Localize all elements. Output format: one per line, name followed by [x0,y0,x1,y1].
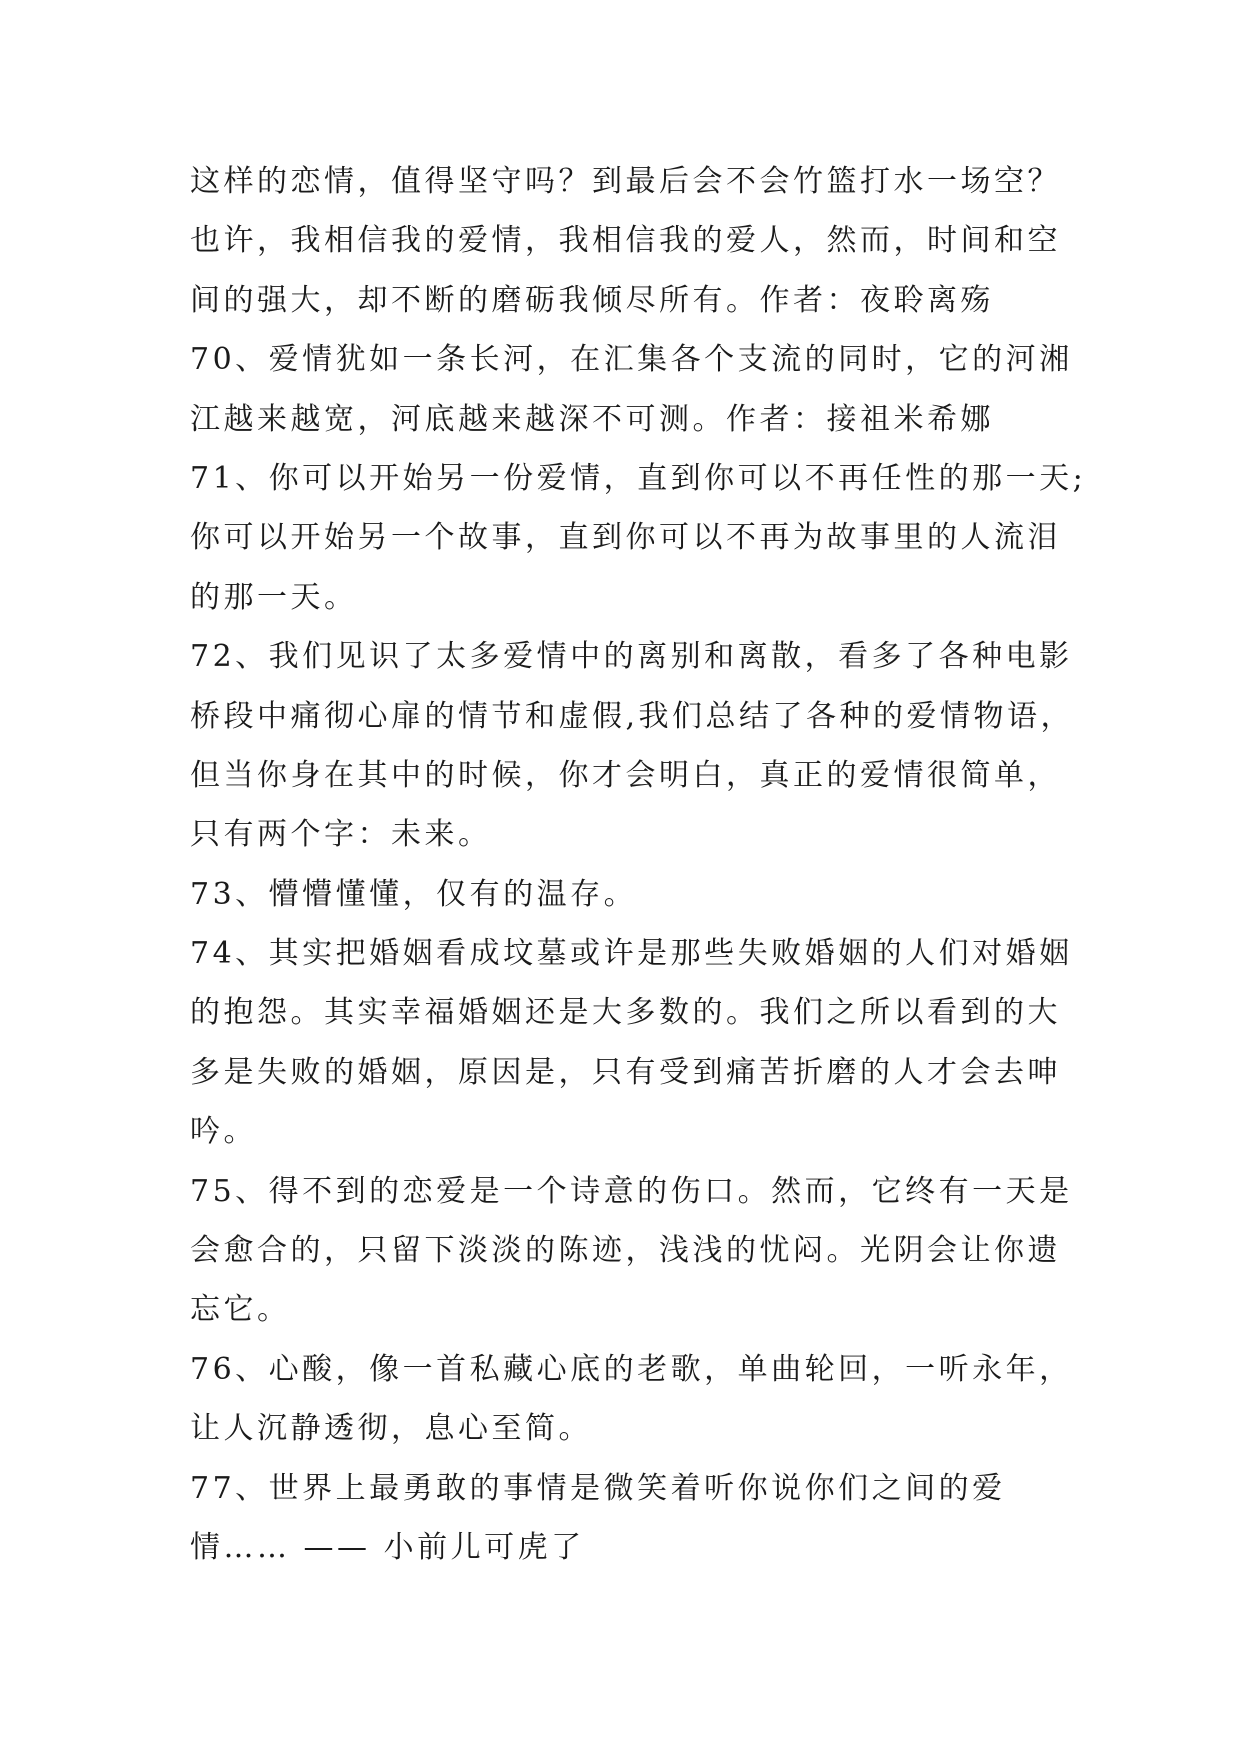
text-line: 75、得不到的恋爱是一个诗意的伤口。然而，它终有一天是 [190,1173,1073,1209]
text-line: 忘它。 [190,1292,291,1328]
text-line: 间的强大，却不断的磨砺我倾尽所有。作者：夜聆离殇 [190,282,994,318]
text-line: 70、爱情犹如一条长河，在汇集各个支流的同时，它的河湘 [190,342,1073,378]
text-line: 72、我们见识了太多爱情中的离别和离散，看多了各种电影 [190,639,1073,675]
text-line: 江越来越宽，河底越来越深不可测。作者：接祖米希娜 [190,401,994,437]
text-line: 的抱怨。其实幸福婚姻还是大多数的。我们之所以看到的大 [190,995,1061,1031]
text-line: 你可以开始另一个故事，直到你可以不再为故事里的人流泪 [190,520,1061,556]
document-body [190,152,1087,1577]
text-line: 桥段中痛彻心扉的情节和虚假,我们总结了各种的爱情物语， [190,698,1075,734]
text-line: 让人沉静透彻，息心至简。 [190,1411,592,1447]
text-line: 会愈合的，只留下淡淡的陈迹，浅浅的忧闷。光阴会让你遗 [190,1233,1061,1269]
text-line: 情…… —— 小前儿可虎了 [190,1529,585,1565]
text-line: 76、心酸，像一首私藏心底的老歌，单曲轮回，一听永年， [190,1351,1073,1387]
text-line: 多是失败的婚姻，原因是，只有受到痛苦折磨的人才会去呻 [190,1054,1061,1090]
text-line: 的那一天。 [190,579,358,615]
text-line: 74、其实把婚姻看成坟墓或许是那些失败婚姻的人们对婚姻 [190,936,1073,972]
text-line: 这样的恋情，值得坚守吗？到最后会不会竹篮打水一场空？ [190,164,1061,199]
text-line: 71、你可以开始另一份爱情，直到你可以不再任性的那一天; [190,460,1087,496]
text-line: 73、懵懵懂懂，仅有的温存。 [190,876,638,912]
text-line: 也许，我相信我的爱情，我相信我的爱人，然而，时间和空 [190,223,1061,259]
text-line: 但当你身在其中的时候，你才会明白，真正的爱情很简单， [190,757,1061,793]
text-line: 吟。 [190,1114,257,1150]
text-line: 只有两个字：未来。 [190,817,492,853]
text-line: 77、世界上最勇敢的事情是微笑着听你说你们之间的爱 [190,1470,1006,1506]
